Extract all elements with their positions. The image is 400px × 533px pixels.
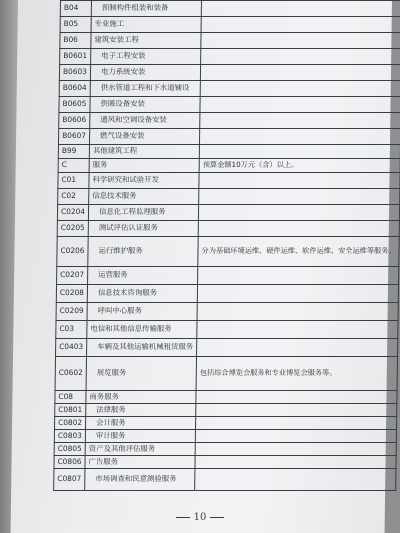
category-name: 会计服务 [85,417,195,430]
category-note [201,17,400,33]
category-code: B0604 [59,81,90,97]
table-row [59,97,400,113]
table-row [56,303,398,321]
table-row [54,430,396,443]
category-note [198,267,399,285]
table-row [58,145,400,159]
dash-left [176,517,190,518]
category-name: 信息技术咨询服务 [87,285,197,303]
table-row [54,443,396,456]
category-note [197,285,398,303]
category-name: 其他建筑工程 [89,145,199,159]
category-name: 通风和空调设备安装 [90,113,200,129]
category-name: 信息技术服务 [89,189,199,205]
category-code: C08 [55,391,86,404]
category-note [200,113,400,129]
category-name: 运营服务 [88,267,198,285]
category-code: C0206 [57,237,88,267]
category-code: C0403 [56,339,87,357]
category-code: C0805 [54,443,85,456]
table-row [55,417,397,430]
table-row [57,221,399,237]
table-body [54,1,400,491]
table-row [57,237,400,267]
category-name: 燃气设备安装 [89,129,199,145]
category-name: 电子工程安装 [91,49,201,65]
category-code: C0207 [57,267,88,285]
category-name: 信息化工程监理服务 [88,205,198,221]
table-row [58,189,400,205]
category-code: C01 [58,173,89,189]
category-code: B0606 [59,113,90,129]
table-row [55,357,398,391]
category-code: C0803 [54,430,85,443]
page-footer [0,512,400,523]
table-row [57,267,399,285]
category-name: 审计服务 [85,430,195,443]
table-row [55,404,397,417]
category-name: 建筑安装工程 [91,33,201,49]
category-code: B04 [60,1,91,17]
category-name: 呼叫中心服务 [87,303,197,321]
category-name: 资产及其他评估服务 [85,443,195,456]
category-name: 电信和其他信息传输服务 [87,321,197,339]
category-name: 测试评估认证服务 [88,221,198,237]
table-row [59,81,400,97]
category-name: 供水管道工程和下水道铺设 [90,81,200,97]
category-note [195,456,396,469]
category-name: 法律服务 [86,404,196,417]
table-row [60,17,400,33]
category-code: C0208 [56,285,87,303]
category-name: 预制构件组装和装备 [91,1,201,17]
table-row [60,33,400,49]
table-row [56,339,398,357]
category-note [199,189,400,205]
category-name: 服务 [89,159,199,173]
category-name: 车辆及其他运输机械租赁服务 [87,339,197,357]
table-row [56,321,398,339]
table-row [60,49,400,65]
category-note [200,129,400,145]
category-code: B05 [60,17,91,33]
table-row [58,129,400,145]
category-code: C0807 [54,469,85,491]
category-name: 广告服务 [85,456,195,469]
category-code: C03 [56,321,87,339]
category-note [199,145,400,159]
category-note: 分为基础环境运维、硬件运维、软件运维、安全运维等服务。 [198,237,399,267]
category-note [198,205,399,221]
table-row [58,159,400,173]
category-note [195,430,396,443]
category-name: 科学研究和试验开发 [89,173,199,189]
category-code: C0806 [54,456,85,469]
page-number: 10 [193,512,207,523]
category-name: 电力系统安装 [90,65,200,81]
category-note: 预算金额10万元（含）以上。 [199,159,400,173]
category-code: B0603 [59,65,90,81]
procurement-catalog-table [53,0,400,491]
category-note [196,391,397,404]
category-code: B0601 [60,49,91,65]
table-row [58,173,400,189]
table-row [59,65,400,81]
category-code: C0205 [57,221,88,237]
dash-right [210,517,224,518]
category-note [200,97,400,113]
category-note [197,321,398,339]
category-note [195,469,396,491]
category-code: C02 [58,189,89,205]
category-name: 市场调查和民意测验服务 [85,469,195,491]
table-row [59,113,400,129]
category-code: C0602 [55,357,86,391]
category-note [197,303,398,321]
category-note [200,81,400,97]
category-note [198,221,399,237]
category-code: C0801 [55,404,86,417]
category-note [196,404,397,417]
category-name: 运行维护服务 [88,237,199,267]
category-code: B06 [60,33,91,49]
category-note [196,417,397,430]
category-code: C0204 [57,205,88,221]
category-code: B0605 [59,97,90,113]
table-row [54,469,396,491]
category-name: 商务服务 [86,391,196,404]
document-page [11,0,396,533]
category-name: 专业施工 [91,17,201,33]
category-note [199,173,400,189]
category-name: 供暖设备安装 [90,97,200,113]
table-row [54,456,396,469]
category-code: C [58,159,89,173]
category-note [201,1,400,17]
category-note [201,49,400,65]
table-row [60,1,400,17]
table-row [55,391,397,404]
category-note [200,65,400,81]
table-row [57,205,399,221]
category-note: 包括综合博览会服务和专业博览会服务等。 [196,357,398,391]
category-code: B0607 [58,129,89,145]
category-code: C0209 [56,303,87,321]
category-note [197,339,398,357]
category-note [195,443,396,456]
category-note [201,33,400,49]
category-code: B99 [58,145,89,159]
category-name: 展览服务 [86,357,197,391]
table-row [56,285,398,303]
category-code: C0802 [55,417,86,430]
